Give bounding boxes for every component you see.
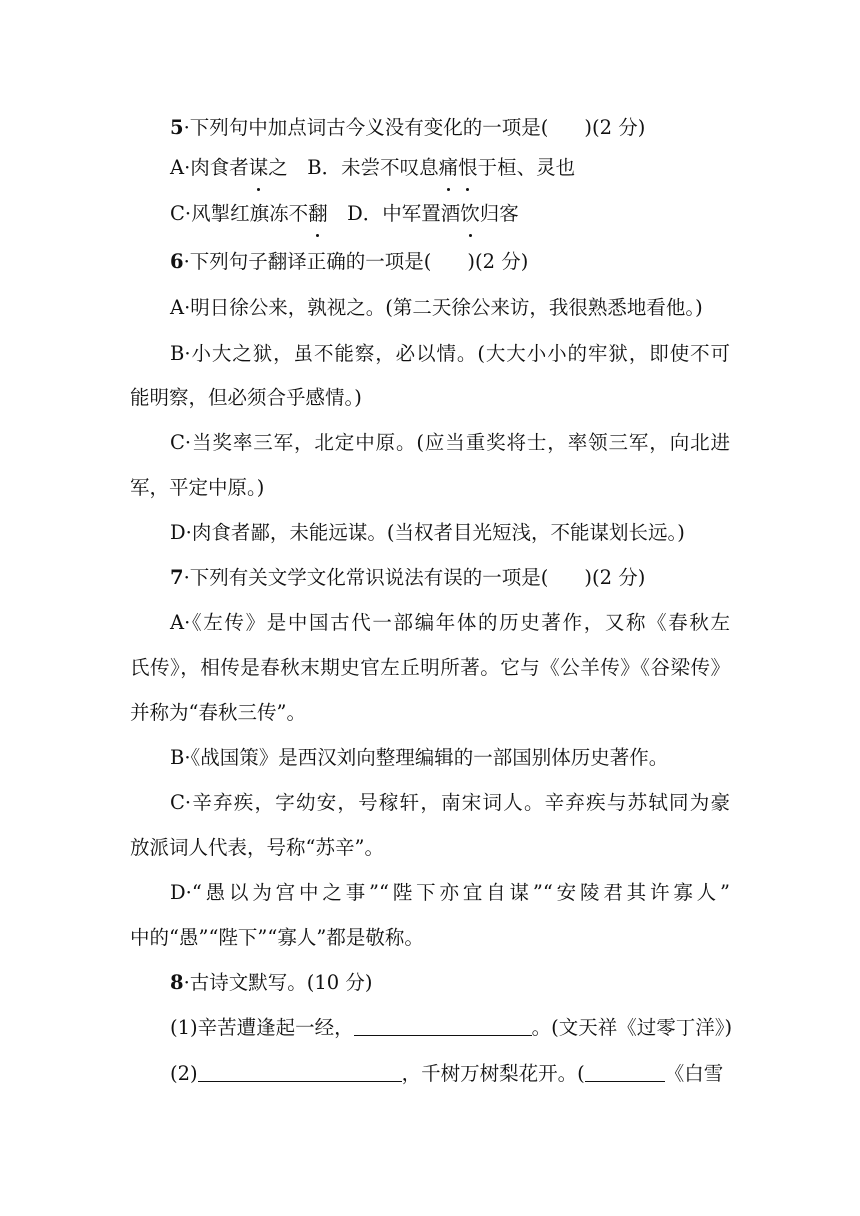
- q6-option-a: A·明日徐公来，孰视之。(第二天徐公来访，我很熟悉地看他。): [170, 296, 703, 319]
- q6-option-b-line2: 能明察，但必须合乎感情。): [130, 386, 362, 409]
- q8-item-1-suffix: 。(文天祥《过零丁洋》): [531, 1016, 733, 1039]
- q6-stem: [170, 244, 730, 280]
- q5-number: 5: [170, 116, 184, 139]
- q6-stem-text: ·下列句子翻译正确的一项是(: [183, 250, 432, 273]
- q5-option-a-dotted-word: 谋: [249, 150, 269, 186]
- q7-option-d-line1: D·“愚以为宫中之事”“陛下亦宜自谋”“安陵君其许寡人”: [170, 881, 730, 904]
- q7-option-b: B·《战国策》是西汉刘向整理编辑的一部国别体历史著作。: [170, 746, 669, 769]
- q7-stem: [170, 560, 730, 596]
- q8-item-2-blank-2[interactable]: [585, 1059, 665, 1082]
- q6-number: 6: [170, 250, 184, 273]
- q6-score: )(2 分): [467, 250, 529, 273]
- q5-score: )(2 分): [584, 116, 646, 139]
- q8-item-2-prefix: (2): [170, 1062, 198, 1085]
- q6-option-c-line2: 军，平定中原。): [130, 476, 265, 499]
- q8-stem-text: ·古诗文默写。(10 分): [183, 971, 373, 994]
- q8-item-1: [170, 1010, 733, 1046]
- q7-option-d-line2: 中的“愚”“陛下”“寡人”都是敬称。: [130, 926, 424, 949]
- q5-option-c-dotted-word: 翻: [308, 196, 328, 232]
- q5-option-b-text: 之 B．未尝不叹息: [268, 156, 439, 179]
- q6-option-c-line1: C·当奖率三军，北定中原。(应当重奖将士，率领三军，向北进: [170, 431, 730, 454]
- q8-item-1-prefix: (1)辛苦遭逢起一经，: [170, 1016, 354, 1039]
- q7-stem-text: ·下列有关文学文化常识说法有误的一项是(: [183, 566, 549, 589]
- q7-option-a-line3: 并称为“春秋三传”。: [130, 701, 306, 724]
- q5-option-b-dotted-word-1: 痛: [439, 150, 459, 186]
- q7-option-a-line1: A·《左传》是中国古代一部编年体的历史著作，又称《春秋左: [170, 611, 730, 634]
- q8-stem: [170, 965, 730, 1001]
- q8-item-2: [170, 1056, 730, 1092]
- q7-option-c-line1: C·辛弃疾，字幼安，号稼轩，南宋词人。辛弃疾与苏轼同为豪: [170, 791, 730, 814]
- q5-stem: [170, 110, 730, 146]
- q8-number: 8: [170, 971, 184, 994]
- q7-option-a-line2: 氏传》，相传是春秋末期史官左丘明所著。它与《公羊传》《谷梁传》: [130, 656, 730, 679]
- q5-option-a-text: A·肉食者: [170, 156, 249, 179]
- q8-item-2-blank-1[interactable]: [198, 1059, 402, 1082]
- q7-number: 7: [170, 566, 184, 589]
- q7-score: )(2 分): [584, 566, 646, 589]
- q7-option-c-line2: 放派词人代表，号称“苏辛”。: [130, 836, 384, 859]
- q6-option-b-line1: B·小大之狱，虽不能察，必以情。(大大小小的牢狱，即使不可: [170, 342, 730, 365]
- q5-option-b-tail: 于桓、灵也: [477, 156, 576, 179]
- q5-options-ab: [170, 150, 730, 186]
- q5-stem-text: ·下列句中加点词古今义没有变化的一项是(: [183, 116, 549, 139]
- q5-option-b-dotted-word-2: 恨: [458, 150, 478, 186]
- q5-option-d-tail: 归客: [479, 202, 519, 225]
- q5-option-d-dotted-word: 饮: [460, 196, 480, 232]
- q5-options-cd: [170, 196, 730, 232]
- q8-item-2-middle: ，千树万树梨花开。(: [401, 1062, 585, 1085]
- q8-item-2-suffix: 《白雪: [664, 1062, 724, 1085]
- q5-option-d-text: D．中军置酒: [327, 202, 461, 225]
- q6-option-d: D·肉食者鄙，未能远谋。(当权者目光短浅，不能谋划长远。): [170, 521, 685, 544]
- q8-item-1-blank[interactable]: [354, 1013, 532, 1036]
- q5-option-c-text: C·风掣红旗冻不: [170, 202, 309, 225]
